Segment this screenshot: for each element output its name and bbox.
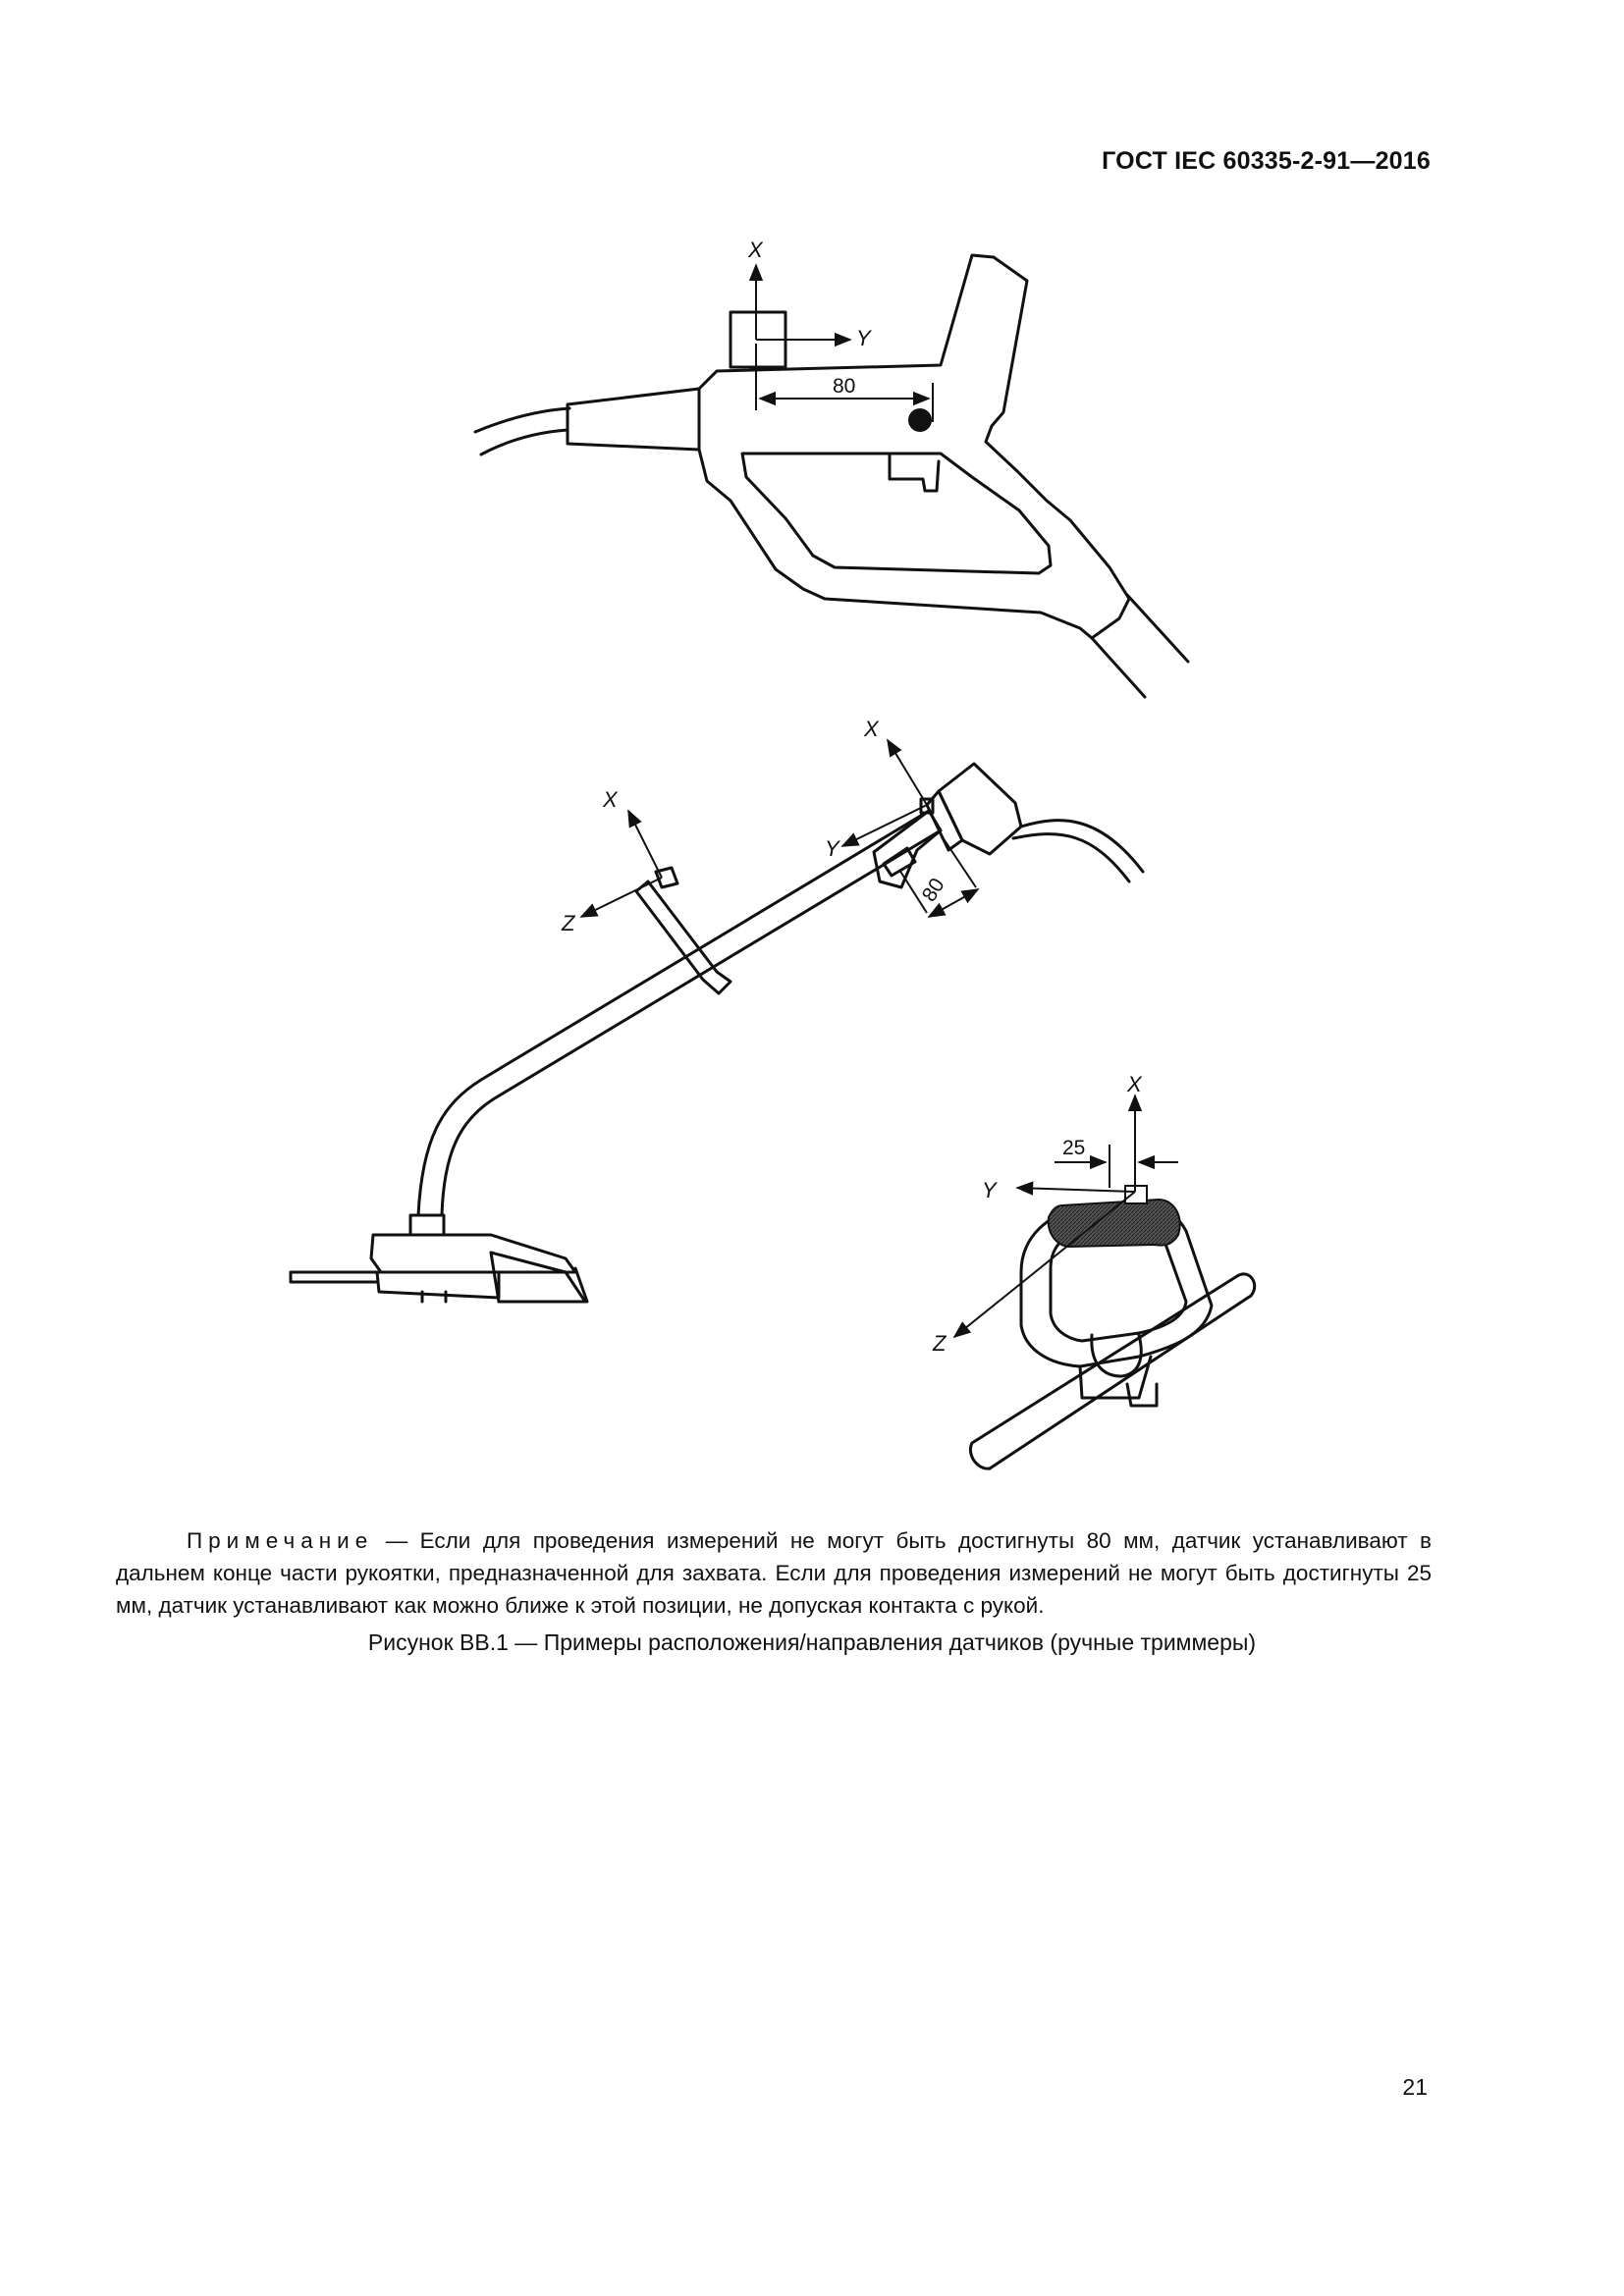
figure-note — [116, 1524, 1432, 1622]
note-label: Примечание — [187, 1528, 374, 1553]
trimmer-axes — [581, 740, 978, 917]
trimmer-drawing — [291, 764, 1143, 1302]
note-text: Если для проведения измерений не могут быть достигнуты 80 мм, датчик устанавливают в дальнем конце части рукоятки, предназначенной для захвата. Если для проведения измерений не могут быть достигнуты 25 мм, датчик устанавливают как можно ближе к этой позиции, не допуская контакта с рукой. — [116, 1528, 1432, 1618]
axis-z-label: Z — [562, 911, 575, 935]
axis-x-label: X — [748, 238, 763, 262]
note-dash: — — [373, 1528, 420, 1553]
vibration-point-marker — [908, 408, 932, 432]
axis-x-label: X — [864, 717, 879, 741]
dimension-25-label: 25 — [1062, 1137, 1086, 1159]
document-header: ГОСТ IEC 60335-2-91—2016 — [1102, 147, 1431, 175]
axis-y-label: Y — [825, 836, 839, 861]
dimension-80-label: 80 — [833, 375, 856, 398]
pistol-handle-axes — [756, 265, 933, 422]
dimension-80-label: 80 — [917, 874, 949, 906]
pistol-handle-drawing — [475, 255, 1188, 697]
axis-x-label: X — [1127, 1072, 1142, 1096]
page-number: 21 — [1402, 2074, 1428, 2100]
axis-y-label: Y — [856, 326, 871, 350]
axis-z-label: Z — [933, 1331, 947, 1356]
figure-caption: Рисунок ВВ.1 — Примеры расположения/направления датчиков (ручные триммеры) — [367, 1629, 1257, 1655]
axis-y-label: Y — [982, 1178, 997, 1202]
axis-x-label: X — [603, 787, 618, 812]
loop-handle-drawing — [970, 1209, 1254, 1469]
hatched-grip — [1049, 1200, 1180, 1247]
